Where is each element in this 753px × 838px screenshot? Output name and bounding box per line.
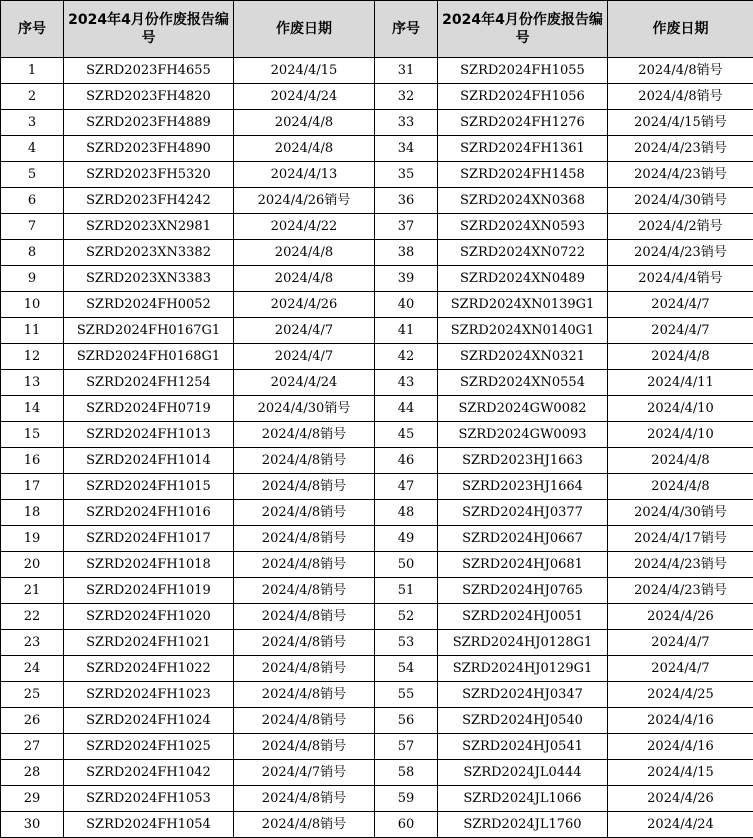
report-number-cell: SZRD2024FH1019 <box>64 578 234 604</box>
report-number-cell: SZRD2024HJ0541 <box>438 734 608 760</box>
report-number-cell: SZRD2023FH4890 <box>64 136 234 162</box>
seq-cell: 9 <box>1 266 64 292</box>
table-row <box>1 526 753 552</box>
seq-cell: 15 <box>1 422 64 448</box>
void-date-cell: 2024/4/7销号 <box>234 760 375 786</box>
header-seq: 序号 <box>375 1 438 58</box>
report-number-cell: SZRD2024FH1014 <box>64 448 234 474</box>
void-date-cell: 2024/4/8 <box>234 136 375 162</box>
seq-cell: 30 <box>1 812 64 838</box>
report-number-cell: SZRD2024FH1018 <box>64 552 234 578</box>
report-number-cell: SZRD2024FH1017 <box>64 526 234 552</box>
void-date-cell: 2024/4/24 <box>234 84 375 110</box>
table-row <box>1 162 753 188</box>
void-date-cell: 2024/4/16 <box>608 708 753 734</box>
seq-cell: 32 <box>375 84 438 110</box>
seq-cell: 56 <box>375 708 438 734</box>
seq-cell: 55 <box>375 682 438 708</box>
table-row <box>1 370 753 396</box>
seq-cell: 3 <box>1 110 64 136</box>
report-number-cell: SZRD2024HJ0377 <box>438 500 608 526</box>
report-number-cell: SZRD2023HJ1664 <box>438 474 608 500</box>
report-number-cell: SZRD2023XN3383 <box>64 266 234 292</box>
seq-cell: 57 <box>375 734 438 760</box>
void-date-cell: 2024/4/8销号 <box>234 812 375 838</box>
table-row <box>1 266 753 292</box>
void-date-cell: 2024/4/4销号 <box>608 266 753 292</box>
report-number-cell: SZRD2024XN0139G1 <box>438 292 608 318</box>
report-number-cell: SZRD2024HJ0540 <box>438 708 608 734</box>
table-row <box>1 58 753 84</box>
void-date-cell: 2024/4/8销号 <box>234 500 375 526</box>
report-number-cell: SZRD2024HJ0765 <box>438 578 608 604</box>
void-date-cell: 2024/4/7 <box>234 344 375 370</box>
report-number-cell: SZRD2024FH1020 <box>64 604 234 630</box>
void-date-cell: 2024/4/8销号 <box>608 84 753 110</box>
seq-cell: 6 <box>1 188 64 214</box>
seq-cell: 19 <box>1 526 64 552</box>
report-number-cell: SZRD2024FH1053 <box>64 786 234 812</box>
report-number-cell: SZRD2024FH1054 <box>64 812 234 838</box>
report-number-cell: SZRD2024HJ0051 <box>438 604 608 630</box>
seq-cell: 5 <box>1 162 64 188</box>
seq-cell: 59 <box>375 786 438 812</box>
header-row <box>1 1 753 58</box>
report-number-cell: SZRD2023XN3382 <box>64 240 234 266</box>
report-number-cell: SZRD2024XN0554 <box>438 370 608 396</box>
seq-cell: 13 <box>1 370 64 396</box>
report-number-cell: SZRD2024FH1055 <box>438 58 608 84</box>
report-number-cell: SZRD2024FH1016 <box>64 500 234 526</box>
report-number-cell: SZRD2024FH1276 <box>438 110 608 136</box>
report-number-cell: SZRD2024FH0719 <box>64 396 234 422</box>
void-date-cell: 2024/4/8销号 <box>234 422 375 448</box>
report-number-cell: SZRD2023FH4242 <box>64 188 234 214</box>
report-number-cell: SZRD2024FH1023 <box>64 682 234 708</box>
table-row <box>1 604 753 630</box>
seq-cell: 4 <box>1 136 64 162</box>
void-date-cell: 2024/4/7 <box>608 656 753 682</box>
seq-cell: 34 <box>375 136 438 162</box>
seq-cell: 35 <box>375 162 438 188</box>
report-number-cell: SZRD2024JL0444 <box>438 760 608 786</box>
seq-cell: 50 <box>375 552 438 578</box>
report-number-cell: SZRD2024GW0093 <box>438 422 608 448</box>
table-row <box>1 500 753 526</box>
seq-cell: 12 <box>1 344 64 370</box>
report-number-cell: SZRD2024FH1022 <box>64 656 234 682</box>
seq-cell: 60 <box>375 812 438 838</box>
void-date-cell: 2024/4/8销号 <box>234 708 375 734</box>
void-date-cell: 2024/4/13 <box>234 162 375 188</box>
void-date-cell: 2024/4/8销号 <box>234 604 375 630</box>
void-date-cell: 2024/4/23销号 <box>608 136 753 162</box>
seq-cell: 10 <box>1 292 64 318</box>
seq-cell: 52 <box>375 604 438 630</box>
seq-cell: 47 <box>375 474 438 500</box>
void-date-cell: 2024/4/8 <box>608 474 753 500</box>
void-date-cell: 2024/4/26 <box>608 786 753 812</box>
seq-cell: 33 <box>375 110 438 136</box>
report-number-cell: SZRD2024FH0052 <box>64 292 234 318</box>
void-date-cell: 2024/4/8 <box>608 344 753 370</box>
void-date-cell: 2024/4/24 <box>234 370 375 396</box>
void-date-cell: 2024/4/23销号 <box>608 240 753 266</box>
void-date-cell: 2024/4/8 <box>234 266 375 292</box>
void-date-cell: 2024/4/8 <box>608 448 753 474</box>
report-number-cell: SZRD2024FH1025 <box>64 734 234 760</box>
table-row <box>1 344 753 370</box>
seq-cell: 11 <box>1 318 64 344</box>
table-row <box>1 552 753 578</box>
table-row <box>1 474 753 500</box>
report-number-cell: SZRD2024HJ0347 <box>438 682 608 708</box>
table-row <box>1 214 753 240</box>
void-date-cell: 2024/4/15 <box>608 760 753 786</box>
void-date-cell: 2024/4/8销号 <box>234 734 375 760</box>
void-date-cell: 2024/4/8销号 <box>234 526 375 552</box>
report-number-cell: SZRD2024JL1066 <box>438 786 608 812</box>
seq-cell: 42 <box>375 344 438 370</box>
void-date-cell: 2024/4/7 <box>608 318 753 344</box>
report-number-cell: SZRD2024HJ0128G1 <box>438 630 608 656</box>
report-number-cell: SZRD2024FH1021 <box>64 630 234 656</box>
table-body <box>1 58 753 838</box>
void-date-cell: 2024/4/8 <box>234 110 375 136</box>
void-date-cell: 2024/4/24 <box>608 812 753 838</box>
seq-cell: 20 <box>1 552 64 578</box>
report-number-cell: SZRD2024FH0168G1 <box>64 344 234 370</box>
seq-cell: 58 <box>375 760 438 786</box>
report-number-cell: SZRD2023FH4820 <box>64 84 234 110</box>
seq-cell: 28 <box>1 760 64 786</box>
seq-cell: 41 <box>375 318 438 344</box>
report-number-cell: SZRD2024FH1024 <box>64 708 234 734</box>
report-number-cell: SZRD2024XN0321 <box>438 344 608 370</box>
report-number-cell: SZRD2024FH1042 <box>64 760 234 786</box>
void-date-cell: 2024/4/26 <box>608 604 753 630</box>
report-number-cell: SZRD2024HJ0129G1 <box>438 656 608 682</box>
void-date-cell: 2024/4/8销号 <box>234 448 375 474</box>
table-row <box>1 786 753 812</box>
table-row <box>1 630 753 656</box>
void-date-cell: 2024/4/30销号 <box>234 396 375 422</box>
void-date-cell: 2024/4/2销号 <box>608 214 753 240</box>
report-number-cell: SZRD2023FH4655 <box>64 58 234 84</box>
table-row <box>1 396 753 422</box>
report-number-cell: SZRD2024FH1015 <box>64 474 234 500</box>
report-number-cell: SZRD2024FH1458 <box>438 162 608 188</box>
seq-cell: 14 <box>1 396 64 422</box>
seq-cell: 45 <box>375 422 438 448</box>
void-date-cell: 2024/4/15销号 <box>608 110 753 136</box>
table-row <box>1 422 753 448</box>
report-number-cell: SZRD2024JL1760 <box>438 812 608 838</box>
table-row <box>1 578 753 604</box>
void-date-cell: 2024/4/16 <box>608 734 753 760</box>
seq-cell: 24 <box>1 656 64 682</box>
seq-cell: 1 <box>1 58 64 84</box>
report-number-cell: SZRD2024GW0082 <box>438 396 608 422</box>
void-date-cell: 2024/4/15 <box>234 58 375 84</box>
header-void-date: 作废日期 <box>608 1 753 58</box>
void-date-cell: 2024/4/7 <box>234 318 375 344</box>
void-date-cell: 2024/4/11 <box>608 370 753 396</box>
report-number-cell: SZRD2024FH1056 <box>438 84 608 110</box>
seq-cell: 16 <box>1 448 64 474</box>
table-row <box>1 656 753 682</box>
report-number-cell: SZRD2024FH1254 <box>64 370 234 396</box>
report-number-cell: SZRD2024XN0368 <box>438 188 608 214</box>
table-row <box>1 110 753 136</box>
table-row <box>1 708 753 734</box>
report-number-cell: SZRD2023XN2981 <box>64 214 234 240</box>
table-row <box>1 84 753 110</box>
report-number-cell: SZRD2024FH0167G1 <box>64 318 234 344</box>
seq-cell: 18 <box>1 500 64 526</box>
void-date-cell: 2024/4/23销号 <box>608 162 753 188</box>
void-date-cell: 2024/4/7 <box>608 292 753 318</box>
seq-cell: 44 <box>375 396 438 422</box>
header-report-number: 2024年4月份作废报告编号 <box>64 1 234 58</box>
report-number-cell: SZRD2024HJ0681 <box>438 552 608 578</box>
table-row <box>1 734 753 760</box>
void-date-cell: 2024/4/22 <box>234 214 375 240</box>
seq-cell: 36 <box>375 188 438 214</box>
void-date-cell: 2024/4/8销号 <box>608 58 753 84</box>
report-number-cell: SZRD2024XN0722 <box>438 240 608 266</box>
header-report-number: 2024年4月份作废报告编号 <box>438 1 608 58</box>
seq-cell: 53 <box>375 630 438 656</box>
void-date-cell: 2024/4/30销号 <box>608 500 753 526</box>
void-date-cell: 2024/4/26 <box>234 292 375 318</box>
seq-cell: 7 <box>1 214 64 240</box>
table-row <box>1 448 753 474</box>
void-date-cell: 2024/4/8销号 <box>234 656 375 682</box>
report-number-cell: SZRD2023HJ1663 <box>438 448 608 474</box>
void-date-cell: 2024/4/10 <box>608 396 753 422</box>
void-date-cell: 2024/4/8销号 <box>234 786 375 812</box>
void-date-cell: 2024/4/7 <box>608 630 753 656</box>
seq-cell: 8 <box>1 240 64 266</box>
seq-cell: 26 <box>1 708 64 734</box>
void-date-cell: 2024/4/23销号 <box>608 578 753 604</box>
void-date-cell: 2024/4/8销号 <box>234 682 375 708</box>
table-header <box>1 1 753 58</box>
seq-cell: 37 <box>375 214 438 240</box>
seq-cell: 31 <box>375 58 438 84</box>
report-number-cell: SZRD2024HJ0667 <box>438 526 608 552</box>
report-number-cell: SZRD2024FH1361 <box>438 136 608 162</box>
void-date-cell: 2024/4/30销号 <box>608 188 753 214</box>
seq-cell: 21 <box>1 578 64 604</box>
void-date-cell: 2024/4/17销号 <box>608 526 753 552</box>
table-row <box>1 682 753 708</box>
seq-cell: 25 <box>1 682 64 708</box>
table-row <box>1 760 753 786</box>
report-number-cell: SZRD2024FH1013 <box>64 422 234 448</box>
table-row <box>1 240 753 266</box>
table-row <box>1 318 753 344</box>
table-row <box>1 292 753 318</box>
seq-cell: 40 <box>375 292 438 318</box>
seq-cell: 22 <box>1 604 64 630</box>
void-date-cell: 2024/4/23销号 <box>608 552 753 578</box>
seq-cell: 2 <box>1 84 64 110</box>
seq-cell: 49 <box>375 526 438 552</box>
report-number-cell: SZRD2024XN0593 <box>438 214 608 240</box>
seq-cell: 51 <box>375 578 438 604</box>
table-row <box>1 136 753 162</box>
seq-cell: 23 <box>1 630 64 656</box>
seq-cell: 39 <box>375 266 438 292</box>
void-date-cell: 2024/4/26销号 <box>234 188 375 214</box>
report-number-cell: SZRD2023FH5320 <box>64 162 234 188</box>
seq-cell: 27 <box>1 734 64 760</box>
void-date-cell: 2024/4/8 <box>234 240 375 266</box>
void-date-cell: 2024/4/8销号 <box>234 630 375 656</box>
seq-cell: 29 <box>1 786 64 812</box>
seq-cell: 38 <box>375 240 438 266</box>
void-date-cell: 2024/4/8销号 <box>234 552 375 578</box>
seq-cell: 46 <box>375 448 438 474</box>
report-number-cell: SZRD2024XN0489 <box>438 266 608 292</box>
seq-cell: 17 <box>1 474 64 500</box>
header-void-date: 作废日期 <box>234 1 375 58</box>
report-number-cell: SZRD2023FH4889 <box>64 110 234 136</box>
void-date-cell: 2024/4/10 <box>608 422 753 448</box>
void-date-cell: 2024/4/8销号 <box>234 474 375 500</box>
seq-cell: 48 <box>375 500 438 526</box>
header-seq: 序号 <box>1 1 64 58</box>
void-date-cell: 2024/4/8销号 <box>234 578 375 604</box>
seq-cell: 43 <box>375 370 438 396</box>
report-number-cell: SZRD2024XN0140G1 <box>438 318 608 344</box>
table-row <box>1 812 753 838</box>
table-row <box>1 188 753 214</box>
void-date-cell: 2024/4/25 <box>608 682 753 708</box>
seq-cell: 54 <box>375 656 438 682</box>
